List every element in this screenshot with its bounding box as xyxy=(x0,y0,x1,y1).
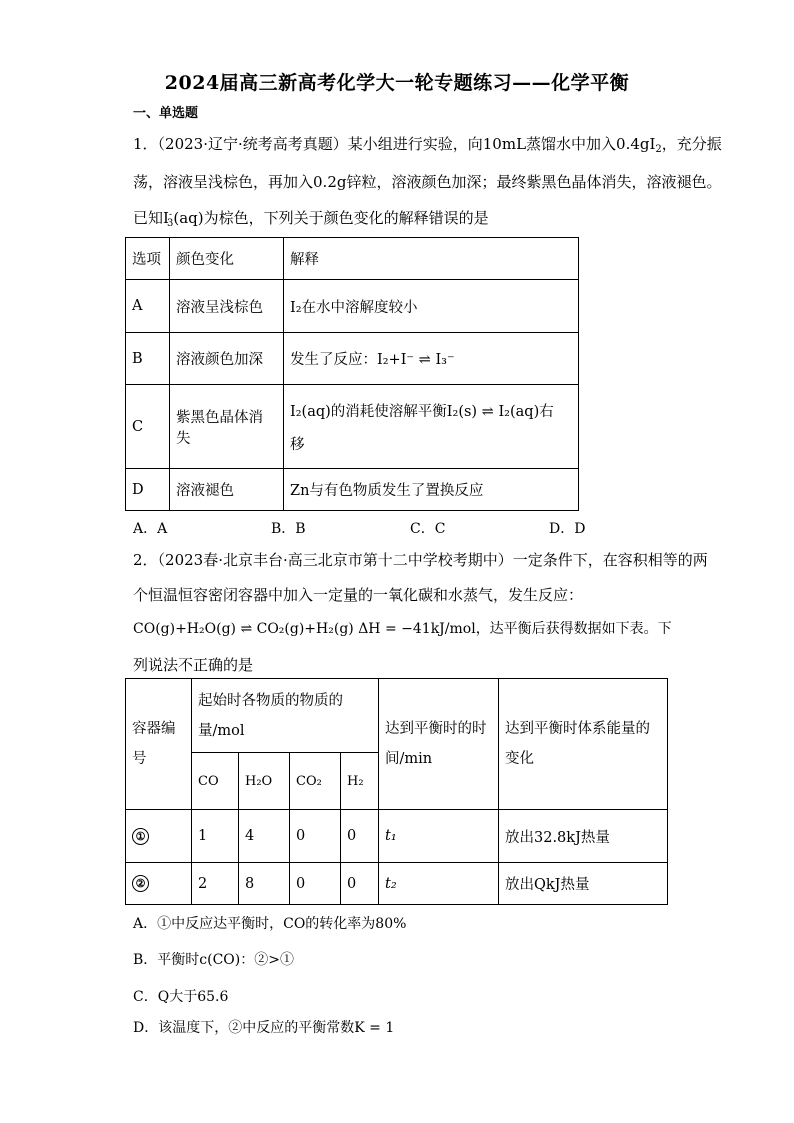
q2-choice-b[interactable]: B．平衡时c(CO)：②>① xyxy=(133,952,294,968)
choice-b[interactable]: B．B xyxy=(271,521,306,537)
table-row xyxy=(126,385,579,469)
table-cell: C xyxy=(126,385,170,469)
q2-line-4: 列说法不正确的是 xyxy=(133,656,254,674)
table-cell: 放出32.8kJ热量 xyxy=(499,810,668,863)
table-cell: 0 xyxy=(290,810,341,863)
header-color: 颜色变化 xyxy=(170,238,284,280)
table-row xyxy=(126,863,668,905)
table-cell: 0 xyxy=(290,863,341,905)
table-row xyxy=(126,469,579,511)
species-co2: CO₂ xyxy=(290,753,341,810)
table-row xyxy=(126,333,579,385)
table-cell: 4 xyxy=(239,810,290,863)
table-cell: 放出QkJ热量 xyxy=(499,863,668,905)
section-heading: 一、单选题 xyxy=(133,106,199,121)
table-cell: 2 xyxy=(192,863,239,905)
q2-choice-d[interactable]: D．该温度下，②中反应的平衡常数K = 1 xyxy=(133,1020,395,1036)
table-cell: 1 xyxy=(192,810,239,863)
species-h2: H₂ xyxy=(341,753,379,810)
q1-line-3: 已知$I^-_3(aq)$为棕色，下列关于颜色变化的解释错误的是 xyxy=(133,209,489,229)
table-cell: Zn与有色物质发生了置换反应 xyxy=(284,469,579,511)
choice-d[interactable]: D．D xyxy=(549,521,586,537)
q2-choice-c[interactable]: C．Q大于65.6 xyxy=(133,989,229,1005)
header-energy: 达到平衡时体系能量的变化 xyxy=(499,679,668,810)
table-cell: I₂(aq)的消耗使溶解平衡I₂(s) ⇌ I₂(aq)右 移 xyxy=(284,385,579,469)
header-start-amount: 起始时各物质的物质的量/mol xyxy=(192,679,379,753)
q2-line-2: 个恒温恒容密闭容器中加入一定量的一氧化碳和水蒸气，发生反应： xyxy=(133,586,584,604)
header-time: 达到平衡时的时间/min xyxy=(379,679,499,810)
table-cell: D xyxy=(126,469,170,511)
table-cell: 紫黑色晶体消失 xyxy=(170,385,284,469)
page-title: 2024届高三新高考化学大一轮专题练习——化学平衡 xyxy=(164,72,630,94)
table-cell: B xyxy=(126,333,170,385)
table-header-row xyxy=(126,679,668,753)
choice-a[interactable]: A．A xyxy=(133,521,168,537)
table-cell: 发生了反应：I₂+I⁻ ⇌ I₃⁻ xyxy=(284,333,579,385)
q2-table xyxy=(125,678,668,905)
q1-line-1: 1．（2023·辽宁·统考高考真题）某小组进行实验，向10mL蒸馏水中加入$0.4gI_2$，充分振 xyxy=(133,135,722,155)
table-cell: 0 xyxy=(341,863,379,905)
table-cell: 溶液呈浅棕色 xyxy=(170,280,284,333)
header-container: 容器编号 xyxy=(126,679,192,810)
table-cell: 0 xyxy=(341,810,379,863)
header-explanation: 解释 xyxy=(284,238,579,280)
table-header-row xyxy=(126,238,579,280)
choice-c[interactable]: C．C xyxy=(410,521,446,537)
table-cell: t₁ xyxy=(379,810,499,863)
table-row xyxy=(126,810,668,863)
table-cell: 溶液褪色 xyxy=(170,469,284,511)
reaction-equation: CO(g)+H₂O(g) ⇌ CO₂(g)+H₂(g) ΔH = −41kJ/mol xyxy=(133,621,476,637)
table-cell: ② xyxy=(126,863,192,905)
table-cell: 8 xyxy=(239,863,290,905)
table-row xyxy=(126,280,579,333)
table-cell: A xyxy=(126,280,170,333)
species-h2o: H₂O xyxy=(239,753,290,810)
table-cell: t₂ xyxy=(379,863,499,905)
header-option: 选项 xyxy=(126,238,170,280)
table-cell: I₂在水中溶解度较小 xyxy=(284,280,579,333)
q2-choice-a[interactable]: A．①中反应达平衡时，CO的转化率为80% xyxy=(133,916,407,932)
species-co: CO xyxy=(192,753,239,810)
q1-line-2: 荡，溶液呈浅棕色，再加入0.2g锌粒，溶液颜色加深；最终紫黑色晶体消失，溶液褪色。 xyxy=(133,173,722,191)
table-cell: ① xyxy=(126,810,192,863)
table-cell: 溶液颜色加深 xyxy=(170,333,284,385)
q2-equation-line: CO(g)+H₂O(g) ⇌ CO₂(g)+H₂(g) ΔH = −41kJ/mol，达平衡后获得数据如下表。下 xyxy=(133,621,672,637)
q1-table xyxy=(125,237,579,511)
q2-line-1: 2．（2023春·北京丰台·高三北京市第十二中学校考期中）一定条件下，在容积相等的两 xyxy=(133,551,708,569)
